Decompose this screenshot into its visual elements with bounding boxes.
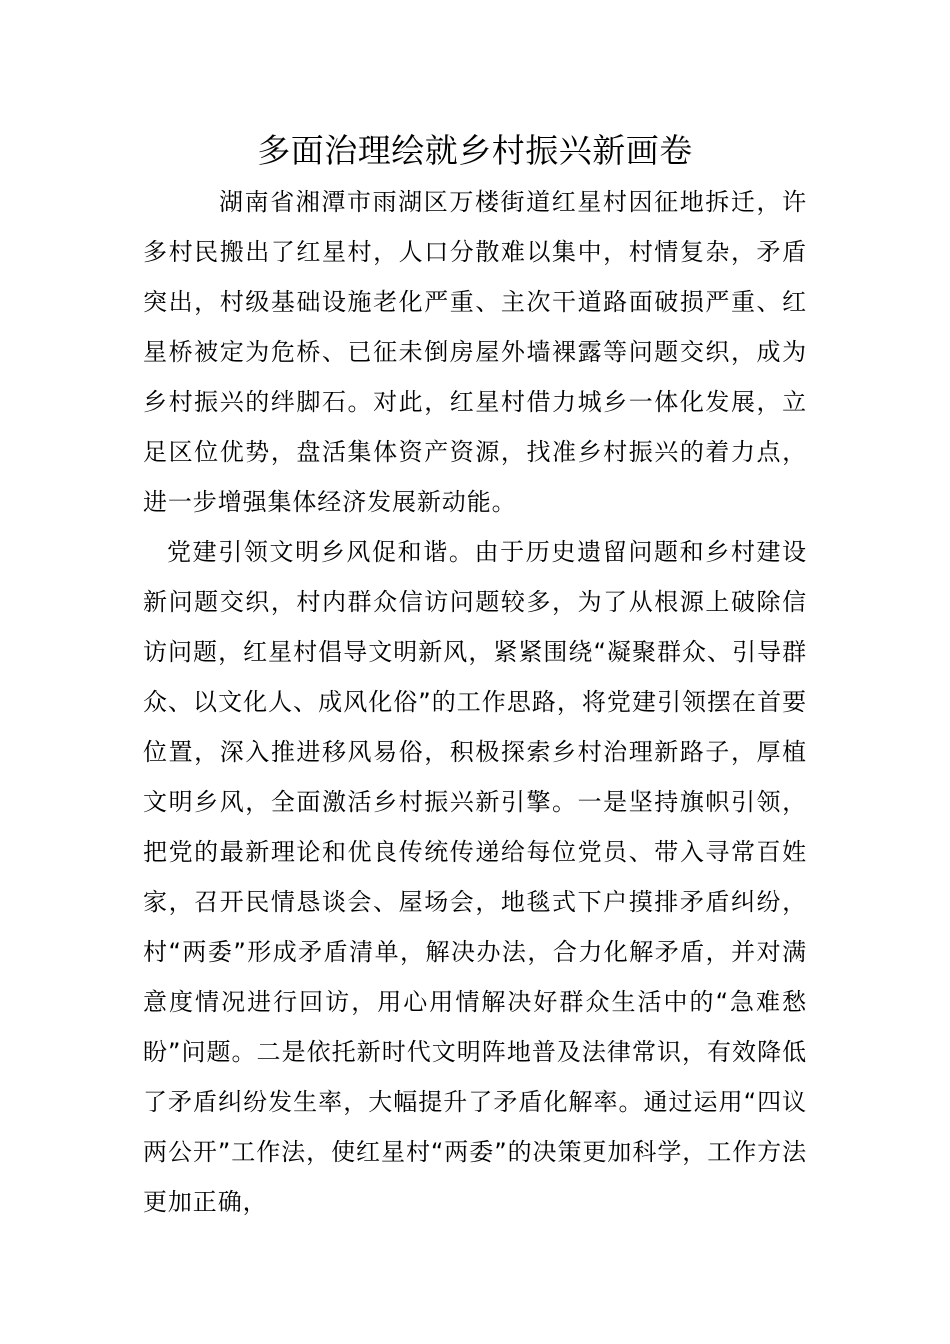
- document-title: 多面治理绘就乡村振兴新画卷: [257, 131, 693, 170]
- document-body: [143, 177, 807, 1227]
- paragraph-intro: 湖南省湘潭市雨湖区万楼街道红星村因征地拆迁，许多村民搬出了红星村，人口分散难以集中，村情复杂，矛盾突出，村级基础设施老化严重、主次干道路面破损严重、红星桥被定为危桥、已征未倒房屋外墙裸露等问题交织，成为乡村振兴的绊脚石。对此，红星村借力城乡一体化发展，立足区位优势，盘活集体资产资源，找准乡村振兴的着力点，进一步增强集体经济发展新动能。: [143, 188, 807, 516]
- paragraph-party-building: 党建引领文明乡风促和谐。由于历史遗留问题和乡村建设新问题交织，村内群众信访问题较多，为了从根源上破除信访问题，红星村倡导文明新风，紧紧围绕“凝聚群众、引导群众、以文化人、成风化俗”的工作思路，将党建引领摆在首要位置，深入推进移风易俗，积极探索乡村治理新路子，厚植文明乡风，全面激活乡村振兴新引擎。一是坚持旗帜引领，把党的最新理论和优良传统传递给每位党员、带入寻常百姓家，召开民情恳谈会、屋场会，地毯式下户摸排矛盾纠纷，村“两委”形成矛盾清单，解决办法，合力化解矛盾，并对满意度情况进行回访，用心用情解决好群众生活中的“急难愁盼”问题。二是依托新时代文明阵地普及法律常识，有效降低了矛盾纠纷发生率，大幅提升了矛盾化解率。通过运用“四议两公开”工作法，使红星村“两委”的决策更加科学，工作方法更加正确，: [143, 538, 807, 1216]
